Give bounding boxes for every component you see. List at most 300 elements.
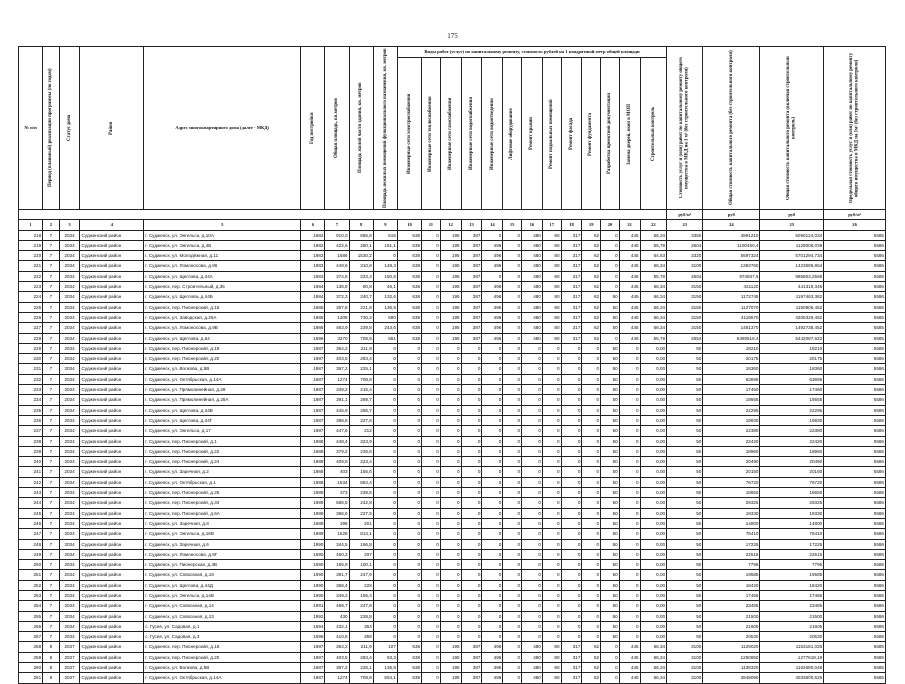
cell-cost-per-m2: 50 [667, 457, 703, 467]
table-row [19, 261, 886, 271]
cell-total-area: 1274 [325, 374, 349, 384]
cell-w21: 0 [619, 508, 640, 518]
cell-nonliving-area: 0 [373, 601, 397, 611]
cell-year-built: 1984 [301, 292, 325, 302]
cell-w22: 0,00 [640, 508, 667, 518]
cell-w10: 638 [397, 333, 421, 343]
cell-row-no: 234 [19, 395, 43, 405]
cell-max-cost-per-m2: 5585 [824, 343, 886, 353]
cell-w15: 0 [503, 621, 522, 631]
column-number: 19 [582, 220, 601, 230]
cell-w20: 50 [601, 323, 620, 333]
cell-w16: 480 [522, 673, 543, 683]
cell-total-cost-with-control: 22515 [760, 549, 824, 559]
cell-living-area: 100,1 [349, 560, 373, 570]
cell-w14: 0 [482, 457, 503, 467]
cell-w10: 0 [397, 457, 421, 467]
cell-row-no: 237 [19, 426, 43, 436]
cell-max-cost-per-m2: 5586 [824, 508, 886, 518]
cell-w11: 0 [422, 292, 441, 302]
cell-w21: 0 [619, 457, 640, 467]
cell-w18: 0 [561, 436, 582, 446]
cell-max-cost-per-m2: 5586 [824, 292, 886, 302]
column-number: 17 [542, 220, 561, 230]
table-row [19, 312, 886, 322]
cell-living-area: 155,6 [349, 467, 373, 477]
cell-cost-per-m2: 50 [667, 611, 703, 621]
cell-w12: 0 [440, 415, 461, 425]
cell-max-cost-per-m2: 5585 [824, 323, 886, 333]
cell-address: г. Судженск, ул. Совхозная, д.14 [144, 601, 301, 611]
cell-total-cost-with-control: 1129006,039 [760, 240, 824, 250]
cell-year: 2034 [59, 477, 80, 487]
column-number: 8 [349, 220, 373, 230]
cell-w12: 195 [440, 312, 461, 322]
cell-w13: 387 [461, 323, 482, 333]
cell-total-cost: 1127070 [703, 302, 760, 312]
cell-year: 2034 [59, 601, 80, 611]
cell-max-cost-per-m2: 5586 [824, 405, 886, 415]
cell-address: г. Судженск, ул. Совхозная, д.13 [144, 611, 301, 621]
header-living-area: Площадь жилой части здания, кв. метров [349, 47, 373, 210]
cell-w17: 0 [542, 611, 561, 621]
cell-total-cost-with-control: 1492738,452 [760, 323, 824, 333]
cell-row-no: 223 [19, 282, 43, 292]
cell-w20: 0 [601, 282, 620, 292]
cell-total-area: 372,3 [325, 292, 349, 302]
cell-nonliving-area: 561 [373, 333, 397, 343]
cell-living-area: 730,3 [349, 312, 373, 322]
cell-cost-per-m2: 2604 [667, 240, 703, 250]
cell-district: Судженский район [80, 343, 144, 353]
cell-w13: 0 [461, 364, 482, 374]
header-col25: Общая стоимость капитального ремонта (включая строительный контроль) [760, 47, 824, 210]
cell-w19: 0 [582, 632, 601, 642]
cell-w22: 0,00 [640, 385, 667, 395]
cell-max-cost-per-m2: 5585 [824, 663, 886, 673]
cell-w12: 195 [440, 240, 461, 250]
cell-w10: 638 [397, 292, 421, 302]
cell-w15: 0 [503, 446, 522, 456]
cell-total-cost: 18960 [703, 446, 760, 456]
cell-w12: 195 [440, 652, 461, 662]
cell-w10: 0 [397, 580, 421, 590]
cell-row-no: 248 [19, 539, 43, 549]
cell-w14: 0 [482, 570, 503, 580]
cell-w21: 0 [619, 477, 640, 487]
cell-row-no: 228 [19, 333, 43, 343]
cell-w11: 0 [422, 498, 441, 508]
cell-w11: 0 [422, 457, 441, 467]
cell-w10: 0 [397, 354, 421, 364]
cell-w21: 445 [619, 230, 640, 240]
cell-w20: 0 [601, 663, 620, 673]
cell-w15: 0 [503, 426, 522, 436]
cell-nonliving-area: 0 [373, 405, 397, 415]
cell-w16: 0 [522, 580, 543, 590]
cell-w12: 0 [440, 354, 461, 364]
header-w11: Инженерные сети теплоснабжения [422, 58, 441, 210]
cell-district: Судженский район [80, 385, 144, 395]
cell-year-built: 1987 [301, 405, 325, 415]
cell-district: Судженский район [80, 570, 144, 580]
cell-w13: 0 [461, 508, 482, 518]
cell-period: 7 [43, 539, 59, 549]
cell-year-built: 1987 [301, 663, 325, 673]
header-district: Район [80, 47, 144, 210]
cell-year: 2034 [59, 354, 80, 364]
cell-w17: 0 [542, 385, 561, 395]
cell-year: 2034 [59, 302, 80, 312]
cell-w19: 62 [582, 230, 601, 240]
cell-w15: 0 [503, 395, 522, 405]
cell-district: Судженский район [80, 405, 144, 415]
cell-year-built: 1990 [301, 549, 325, 559]
cell-year-built: 1988 [301, 467, 325, 477]
cell-w15: 0 [503, 385, 522, 395]
cell-total-cost: 22515 [703, 549, 760, 559]
cell-w13: 0 [461, 549, 482, 559]
table-row [19, 570, 886, 580]
cell-w19: 62 [582, 673, 601, 683]
cell-w15: 0 [503, 467, 522, 477]
cell-w16: 0 [522, 477, 543, 487]
cell-row-no: 231 [19, 364, 43, 374]
cell-total-cost: 431120 [703, 282, 760, 292]
cell-w10: 0 [397, 529, 421, 539]
cell-w11: 0 [422, 436, 441, 446]
cell-w19: 0 [582, 343, 601, 353]
cell-w14: 496 [482, 663, 503, 673]
cell-total-cost-with-control: 1197463,382 [760, 292, 824, 302]
cell-period: 7 [43, 323, 59, 333]
cell-row-no: 240 [19, 457, 43, 467]
cell-total-cost-with-control: 17460 [760, 385, 824, 395]
cell-year: 2034 [59, 385, 80, 395]
cell-living-area: 283,4 [349, 354, 373, 364]
cell-w22: 0,00 [640, 395, 667, 405]
cell-w14: 496 [482, 652, 503, 662]
cell-w14: 496 [482, 323, 503, 333]
cell-w22: 0,00 [640, 426, 667, 436]
cell-total-cost: 18650 [703, 488, 760, 498]
cell-w16: 0 [522, 570, 543, 580]
cell-nonliving-area: 0 [373, 539, 397, 549]
cell-w18: 0 [561, 498, 582, 508]
table-row [19, 549, 886, 559]
column-number: 24 [703, 220, 760, 230]
cell-total-cost-with-control: 20175 [760, 354, 824, 364]
cell-total-cost: 14800 [703, 518, 760, 528]
cell-living-area: 212 [349, 426, 373, 436]
cell-year-built: 1988 [301, 446, 325, 456]
cell-total-cost: 974937,6 [703, 271, 760, 281]
cell-w21: 0 [619, 426, 640, 436]
cell-w14: 0 [482, 467, 503, 477]
cell-w13: 0 [461, 632, 482, 642]
cell-w11: 0 [422, 385, 441, 395]
cell-nonliving-area: 0 [373, 621, 397, 631]
cell-period: 7 [43, 312, 59, 322]
cell-row-no: 220 [19, 251, 43, 261]
cell-w18: 0 [561, 467, 582, 477]
cell-total-cost: 63695 [703, 374, 760, 384]
cell-district: Судженский район [80, 498, 144, 508]
cell-w15: 0 [503, 323, 522, 333]
cell-w11: 0 [422, 323, 441, 333]
cell-total-cost: 76720 [703, 477, 760, 487]
cell-total-cost-with-control: 19555 [760, 395, 824, 405]
cell-w11: 0 [422, 488, 441, 498]
cell-w18: 317 [561, 652, 582, 662]
cell-year-built: 1987 [301, 652, 325, 662]
cell-year-built: 1983 [301, 251, 325, 261]
cell-w13: 0 [461, 488, 482, 498]
cell-total-area: 136,8 [325, 282, 349, 292]
cell-w19: 0 [582, 374, 601, 384]
cell-total-cost: 17465 [703, 590, 760, 600]
cell-w16: 0 [522, 405, 543, 415]
cell-district: Судженский район [80, 436, 144, 446]
header-col24: Общая стоимость капитального ремонта (без строительного контроля) [703, 47, 760, 210]
cell-w16: 0 [522, 539, 543, 549]
cell-w21: 445 [619, 271, 640, 281]
cell-w13: 0 [461, 570, 482, 580]
cell-living-area: 226,6 [349, 446, 373, 456]
cell-w20: 50 [601, 292, 620, 302]
cell-total-cost-with-control: 18650 [760, 488, 824, 498]
cell-living-area: 280,1 [349, 240, 373, 250]
column-number: 3 [59, 220, 80, 230]
cell-year-built: 1989 [301, 508, 325, 518]
cell-address: г. Судженск, пер. Пионерский, д.18 [144, 343, 301, 353]
cell-w10: 0 [397, 488, 421, 498]
column-number: 1 [19, 220, 43, 230]
header-total-area: Общая площадь, кв.метров [325, 47, 349, 210]
cell-w10: 0 [397, 549, 421, 559]
cell-w19: 0 [582, 621, 601, 631]
cell-row-no: 233 [19, 385, 43, 395]
cell-period: 7 [43, 549, 59, 559]
cell-year: 2034 [59, 457, 80, 467]
cell-w17: 0 [542, 457, 561, 467]
cell-w21: 0 [619, 467, 640, 477]
cell-total-area: 403,5 [325, 652, 349, 662]
cell-w12: 0 [440, 405, 461, 415]
cell-w22: 66,34 [640, 282, 667, 292]
cell-total-cost-with-control: 5090124,034 [760, 230, 824, 240]
cell-w18: 317 [561, 240, 582, 250]
cell-w17: 80 [542, 333, 561, 343]
cell-w21: 0 [619, 529, 640, 539]
cell-w13: 0 [461, 518, 482, 528]
cell-w16: 480 [522, 323, 543, 333]
cell-cost-per-m2: 3100 [667, 673, 703, 683]
cell-w17: 0 [542, 354, 561, 364]
table-row [19, 457, 886, 467]
cell-nonliving-area: 151,1 [373, 240, 397, 250]
cell-w14: 0 [482, 539, 503, 549]
cell-w19: 0 [582, 488, 601, 498]
cell-w19: 0 [582, 467, 601, 477]
cell-district: Судженский район [80, 457, 144, 467]
cell-total-cost-with-control: 18330 [760, 508, 824, 518]
cell-nonliving-area: 0 [373, 632, 397, 642]
cell-w22: 66,34 [640, 302, 667, 312]
cell-w12: 0 [440, 601, 461, 611]
cell-living-area: 247,9 [349, 570, 373, 580]
cell-w12: 0 [440, 621, 461, 631]
cell-year-built: 1986 [301, 312, 325, 322]
cell-w19: 62 [582, 282, 601, 292]
cell-w11: 0 [422, 426, 441, 436]
cell-row-no: 244 [19, 498, 43, 508]
cell-w13: 0 [461, 611, 482, 621]
column-number: 23 [667, 220, 703, 230]
cell-w20: 50 [601, 426, 620, 436]
cell-district: Судженский район [80, 292, 144, 302]
cell-living-area: 221,8 [349, 302, 373, 312]
cell-year-built: 1987 [301, 374, 325, 384]
cell-w19: 62 [582, 663, 601, 673]
cell-address: г. Судженск, ул. Волкова, д.5В [144, 663, 301, 673]
cell-w10: 0 [397, 508, 421, 518]
cell-year: 2037 [59, 652, 80, 662]
header-w16: Ремонт крыши [522, 58, 543, 210]
cell-year: 2034 [59, 529, 80, 539]
cell-w22: 0,00 [640, 446, 667, 456]
cell-w19: 62 [582, 642, 601, 652]
cell-w15: 0 [503, 663, 522, 673]
cell-period: 7 [43, 518, 59, 528]
cell-row-no: 258 [19, 642, 43, 652]
cell-w10: 638 [397, 271, 421, 281]
column-number: 22 [640, 220, 667, 230]
cell-total-cost-with-control: 22420 [760, 436, 824, 446]
cell-district: Судженский район [80, 611, 144, 621]
cell-year-built: 1989 [301, 529, 325, 539]
cell-w12: 0 [440, 477, 461, 487]
cell-w19: 0 [582, 385, 601, 395]
cell-row-no: 251 [19, 570, 43, 580]
cell-total-cost-with-control: 22295 [760, 405, 824, 415]
cell-w15: 0 [503, 302, 522, 312]
cell-living-area: 228,8 [349, 611, 373, 621]
cell-w10: 0 [397, 405, 421, 415]
cell-w17: 0 [542, 426, 561, 436]
cell-total-cost: 5597324 [703, 251, 760, 261]
cell-nonliving-area: 0 [373, 426, 397, 436]
cell-w14: 0 [482, 364, 503, 374]
cell-w16: 480 [522, 663, 543, 673]
cell-period: 7 [43, 590, 59, 600]
cell-w17: 0 [542, 601, 561, 611]
cell-w18: 0 [561, 385, 582, 395]
cell-w14: 0 [482, 395, 503, 405]
cell-cost-per-m2: 3150 [667, 302, 703, 312]
cell-total-cost-with-control: 18210 [760, 343, 824, 353]
cell-row-no: 236 [19, 415, 43, 425]
cell-w22: 66,34 [640, 312, 667, 322]
cell-nonliving-area: 0 [373, 385, 397, 395]
cell-w20: 50 [601, 395, 620, 405]
cell-district: Судженский район [80, 333, 144, 343]
cell-total-cost-with-control: 76410 [760, 529, 824, 539]
cell-max-cost-per-m2: 5586 [824, 539, 886, 549]
cell-w18: 317 [561, 282, 582, 292]
cell-district: Судженский район [80, 580, 144, 590]
cell-total-area: 155,9 [325, 560, 349, 570]
cell-total-cost: 29325 [703, 498, 760, 508]
table-row [19, 333, 886, 343]
table-row [19, 446, 886, 456]
cell-w18: 317 [561, 323, 582, 333]
cell-district: Судженский район [80, 240, 144, 250]
cell-max-cost-per-m2: 5586 [824, 611, 886, 621]
cell-period: 7 [43, 498, 59, 508]
cell-period: 7 [43, 292, 59, 302]
cell-total-area: 349,3 [325, 590, 349, 600]
cell-w11: 0 [422, 529, 441, 539]
cell-w13: 0 [461, 436, 482, 446]
cell-district: Судженский район [80, 642, 144, 652]
cell-w13: 0 [461, 405, 482, 415]
table-row [19, 271, 886, 281]
cell-w14: 0 [482, 436, 503, 446]
cell-w15: 0 [503, 477, 522, 487]
cell-year: 2034 [59, 230, 80, 240]
cell-w11: 0 [422, 282, 441, 292]
cell-w20: 50 [601, 632, 620, 642]
cell-total-cost: 17460 [703, 385, 760, 395]
cell-district: Судженский район [80, 477, 144, 487]
cell-w21: 445 [619, 642, 640, 652]
cell-year: 2034 [59, 518, 80, 528]
cell-address: г. Судженск, ул. Энгельса, д.17 [144, 426, 301, 436]
cell-year: 2034 [59, 374, 80, 384]
cell-total-area: 409,8 [325, 457, 349, 467]
cell-w16: 0 [522, 415, 543, 425]
cell-w18: 0 [561, 529, 582, 539]
cell-total-area: 1534 [325, 477, 349, 487]
cell-row-no: 247 [19, 529, 43, 539]
cell-total-area: 445,9 [325, 405, 349, 415]
cell-living-area: 865,8 [349, 230, 373, 240]
column-number: 4 [80, 220, 144, 230]
cell-w16: 0 [522, 488, 543, 498]
cell-total-cost-with-control: 995803,2568 [760, 271, 824, 281]
table-row [19, 385, 886, 395]
cell-w18: 317 [561, 302, 582, 312]
cell-total-cost: 21500 [703, 611, 760, 621]
cell-address: с. Гусев, ул. Садовая, д.1 [144, 621, 301, 631]
cell-living-area: 239,5 [349, 488, 373, 498]
cell-w13: 387 [461, 251, 482, 261]
cell-year: 2037 [59, 673, 80, 683]
cell-w18: 0 [561, 601, 582, 611]
cell-w21: 0 [619, 395, 640, 405]
cell-w17: 80 [542, 302, 561, 312]
cell-w10: 0 [397, 560, 421, 570]
cell-address: г. Судженск, пер. Пионерский, д.22 [144, 446, 301, 456]
cell-w17: 0 [542, 467, 561, 477]
cell-district: Судженский район [80, 518, 144, 528]
cell-period: 7 [43, 395, 59, 405]
cell-district: Судженский район [80, 230, 144, 240]
cell-total-area: 398,6 [325, 415, 349, 425]
cell-row-no: 253 [19, 590, 43, 600]
cell-year: 2034 [59, 240, 80, 250]
